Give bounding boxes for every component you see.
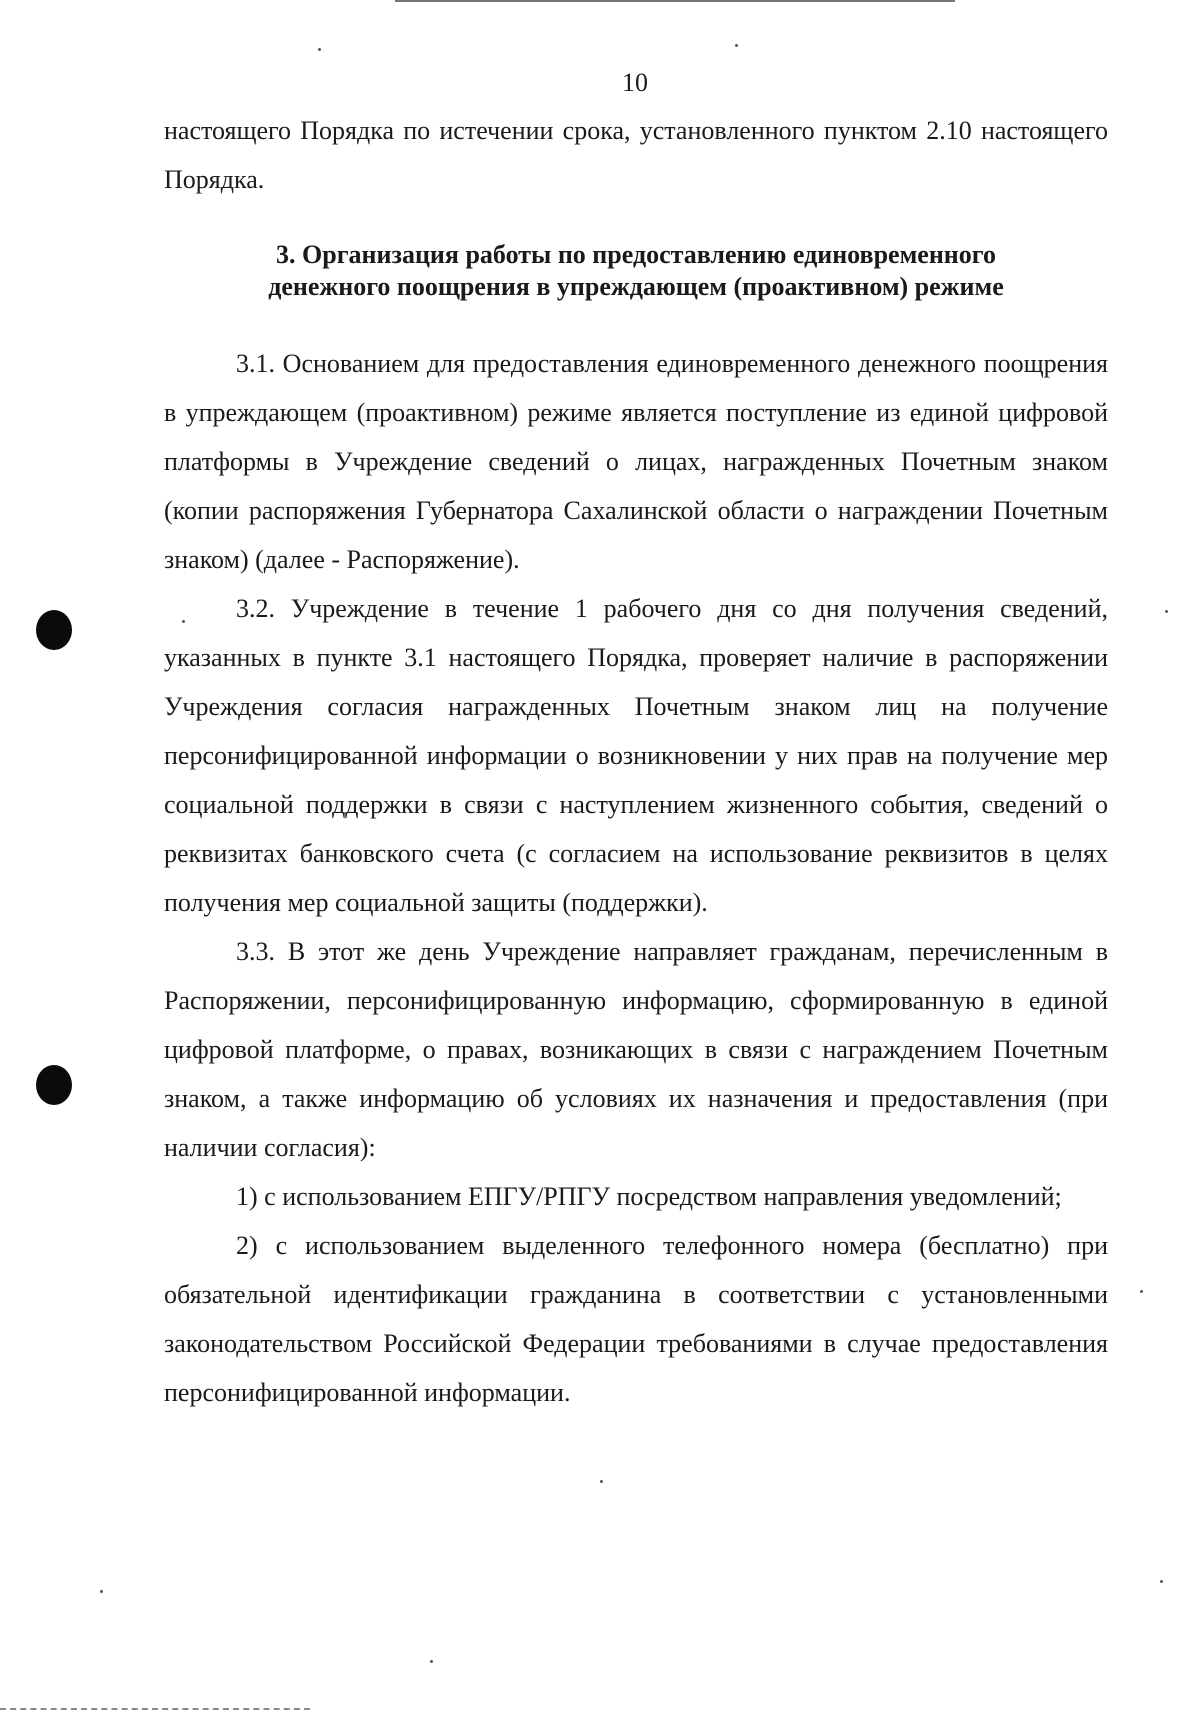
punch-hole-icon bbox=[36, 1065, 72, 1105]
scan-speck bbox=[600, 1480, 603, 1483]
paragraph-3-2: 3.2. Учреждение в течение 1 рабочего дня со дня получения сведений, указанных в пункте 3.1 настоящего Порядка, проверяет наличие в распоряжении Учреждения согласия награжденных Почетным знаком лиц на получение персонифицированной информации о возникновении у них прав на получение мер социальной поддержки в связи с наступлением жизненного события, сведений о реквизитах банковского счета (с согласием на использование реквизитов в целях получения мер социальной защиты (поддержки). bbox=[164, 594, 1108, 917]
scan-edge-top bbox=[395, 0, 955, 2]
section-heading-line-2: денежного поощрения в упреждающем (проактивном) режиме bbox=[268, 272, 1004, 301]
scan-speck bbox=[430, 1660, 433, 1663]
page-number: 10 bbox=[622, 68, 648, 97]
section-heading bbox=[164, 239, 1108, 303]
scan-speck bbox=[100, 1590, 103, 1593]
punch-hole-icon bbox=[36, 610, 72, 650]
list-item-1: 1) с использованием ЕПГУ/РПГУ посредством направления уведомлений; bbox=[236, 1182, 1062, 1211]
scan-speck bbox=[1140, 1290, 1143, 1293]
paragraph-3-1: 3.1. Основанием для предоставления единовременного денежного поощрения в упреждающем (проактивном) режиме является поступление из единой цифровой платформы в Учреждение сведений о лицах, награжденных Почетным знаком (копии распоряжения Губернатора Сахалинской области о награждении Почетным знаком) (далее - Распоряжение). bbox=[164, 349, 1108, 574]
scan-edge-bottom bbox=[0, 1708, 310, 1710]
paragraph-3-3: 3.3. В этот же день Учреждение направляет гражданам, перечисленным в Распоряжении, персонифицированную информацию, сформированную в единой цифровой платформе, о правах, возникающих в связи с награждением Почетным знаком, а также информацию об условиях их назначения и предоставления (при наличии согласия): bbox=[164, 937, 1108, 1162]
scan-speck bbox=[182, 620, 185, 623]
scan-speck bbox=[1160, 1580, 1163, 1583]
intro-continuation: настоящего Порядка по истечении срока, установленного пунктом 2.10 настоящего Порядка. bbox=[164, 116, 1108, 194]
list-item-2: 2) с использованием выделенного телефонного номера (бесплатно) при обязательной идентификации гражданина в соответствии с установленными законодательством Российской Федерации требованиями в случае предоставления персонифицированной информации. bbox=[164, 1231, 1108, 1407]
scan-speck bbox=[1165, 610, 1168, 613]
scan-speck bbox=[735, 44, 738, 47]
section-heading-line-1: 3. Организация работы по предоставлению единовременного bbox=[276, 240, 996, 269]
document-body bbox=[164, 106, 1108, 1417]
scan-speck bbox=[318, 48, 321, 51]
